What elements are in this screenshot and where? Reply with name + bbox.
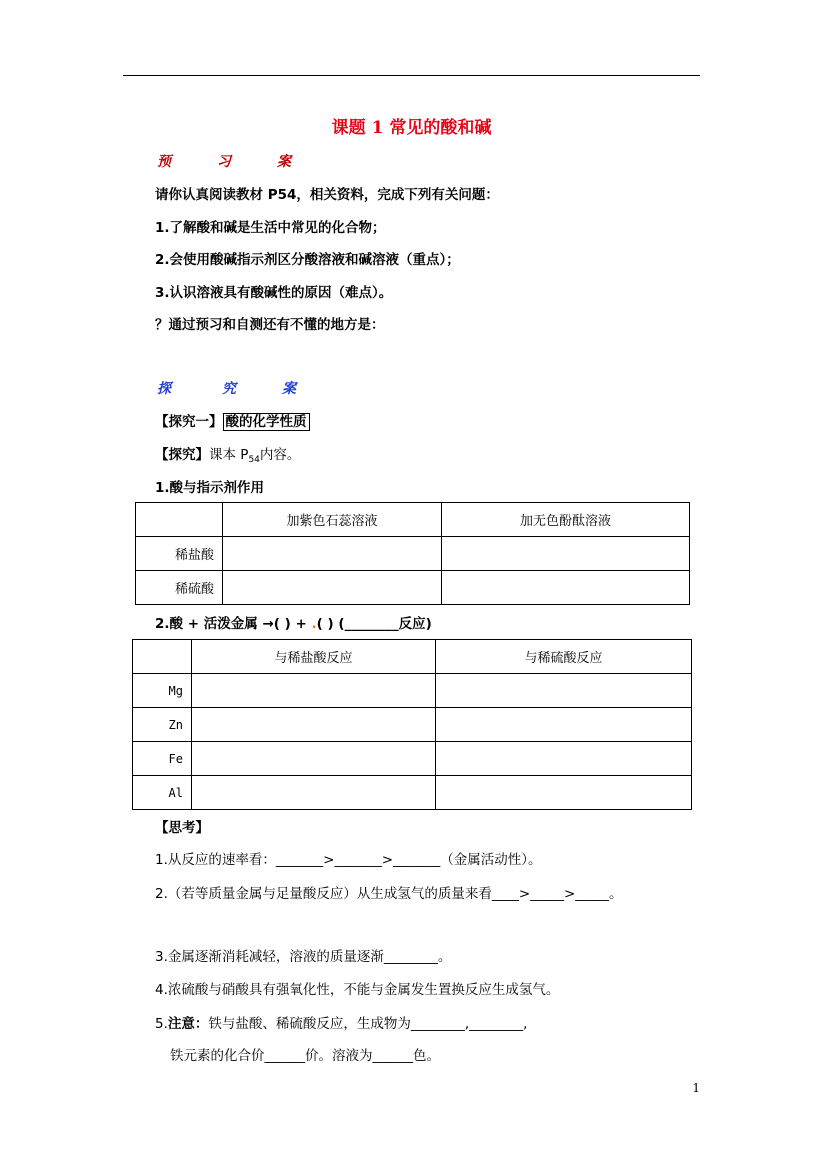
answer-cell[interactable] <box>192 776 436 810</box>
preview-intro: 请你认真阅读教材 P54，相关资料，完成下列有关问题： <box>155 187 499 203</box>
page-number: 1 <box>692 1081 700 1095</box>
task-prefix: 【探究】 <box>155 447 209 463</box>
part2-title <box>155 612 432 632</box>
think-question: 2.（若等质量金属与足量酸反应）从生成氢气的质量来看____>_____>_____。 <box>155 886 623 902</box>
part2-text: 反应) <box>398 616 432 632</box>
metal-table <box>132 639 692 810</box>
row-label: Fe <box>133 742 192 776</box>
answer-cell[interactable] <box>442 571 690 605</box>
preview-label <box>157 151 291 171</box>
q5-prefix: 5. <box>155 1016 168 1032</box>
answer-cell[interactable] <box>442 537 690 571</box>
think-question: 3.金属逐渐消耗减轻，溶液的质量逐渐________。 <box>155 949 452 965</box>
think-header: 【思考】 <box>155 820 209 836</box>
explore-label-char: 案 <box>282 381 296 397</box>
table-header-cell: 加紫色石蕊溶液 <box>223 503 442 537</box>
preview-item: 2.会使用酸碱指示剂区分酸溶液和碱溶液（重点）； <box>155 252 460 268</box>
task-text: 课本 P <box>209 447 249 463</box>
table-row <box>133 708 692 742</box>
preview-question: ？通过预习和自测还有不懂的地方是： <box>155 317 385 333</box>
preview-label-char: 预 <box>157 154 171 170</box>
part1-title: 1.酸与指示剂作用 <box>155 480 265 496</box>
section1-heading <box>155 410 310 430</box>
explore-label <box>157 378 296 398</box>
task-subscript: 54 <box>248 455 260 465</box>
table-header-cell: 与稀盐酸反应 <box>192 640 436 674</box>
think-question: 1.从反应的速率看：_______>_______>_______（金属活动性）。 <box>155 852 542 868</box>
table-header-row <box>136 503 690 537</box>
answer-cell[interactable] <box>223 537 442 571</box>
answer-cell[interactable] <box>192 708 436 742</box>
think-question-line2: 铁元素的化合价______价。溶液为______色。 <box>170 1048 440 1064</box>
table-header-cell <box>136 503 223 537</box>
part2-blank: ________ <box>344 616 399 632</box>
table-header-cell: 与稀硫酸反应 <box>436 640 692 674</box>
explore-label-char: 探 <box>157 381 171 397</box>
table-row <box>133 776 692 810</box>
explore-label-char: 究 <box>222 381 236 397</box>
indicator-table <box>135 502 690 605</box>
answer-cell[interactable] <box>223 571 442 605</box>
part2-text: ( ) + <box>273 616 312 632</box>
row-label: Mg <box>133 674 192 708</box>
preview-label-char: 习 <box>217 154 231 170</box>
task-line <box>155 443 300 465</box>
task-suffix: 内容。 <box>259 447 301 463</box>
page-title: 课题 1 常见的酸和碱 <box>331 118 492 138</box>
part2-text: ( ) ( <box>316 616 345 632</box>
table-header-cell: 加无色酚酞溶液 <box>442 503 690 537</box>
preview-item: 1.了解酸和碱是生活中常见的化合物； <box>155 220 386 236</box>
section1-prefix: 【探究一】 <box>155 414 223 430</box>
row-label: Zn <box>133 708 192 742</box>
part2-text: 2.酸 + 活泼金属 <box>155 616 263 632</box>
preview-item: 3.认识溶液具有酸碱性的原因（难点）。 <box>155 285 393 301</box>
section1-boxed-title: 酸的化学性质 <box>223 413 310 431</box>
table-row <box>133 742 692 776</box>
arrow-icon: → <box>262 616 274 632</box>
think-question: 4.浓硫酸与硝酸具有强氧化性，不能与金属发生置换反应生成氢气。 <box>155 982 560 998</box>
part2-dot: . <box>311 616 317 632</box>
answer-cell[interactable] <box>192 674 436 708</box>
q5-text: 铁与盐酸、稀硫酸反应，生成物为________,________, <box>208 1016 528 1032</box>
answer-cell[interactable] <box>192 742 436 776</box>
table-row <box>136 537 690 571</box>
answer-cell[interactable] <box>436 776 692 810</box>
table-header-cell <box>133 640 192 674</box>
answer-cell[interactable] <box>436 674 692 708</box>
think-question <box>155 1012 527 1032</box>
table-header-row <box>133 640 692 674</box>
table-row <box>136 571 690 605</box>
preview-label-char: 案 <box>277 154 291 170</box>
answer-cell[interactable] <box>436 708 692 742</box>
q5-note-label: 注意： <box>167 1016 209 1032</box>
header-rule <box>123 75 700 76</box>
answer-cell[interactable] <box>436 742 692 776</box>
row-label: 稀硫酸 <box>136 571 223 605</box>
row-label: 稀盐酸 <box>136 537 223 571</box>
row-label: Al <box>133 776 192 810</box>
table-row <box>133 674 692 708</box>
